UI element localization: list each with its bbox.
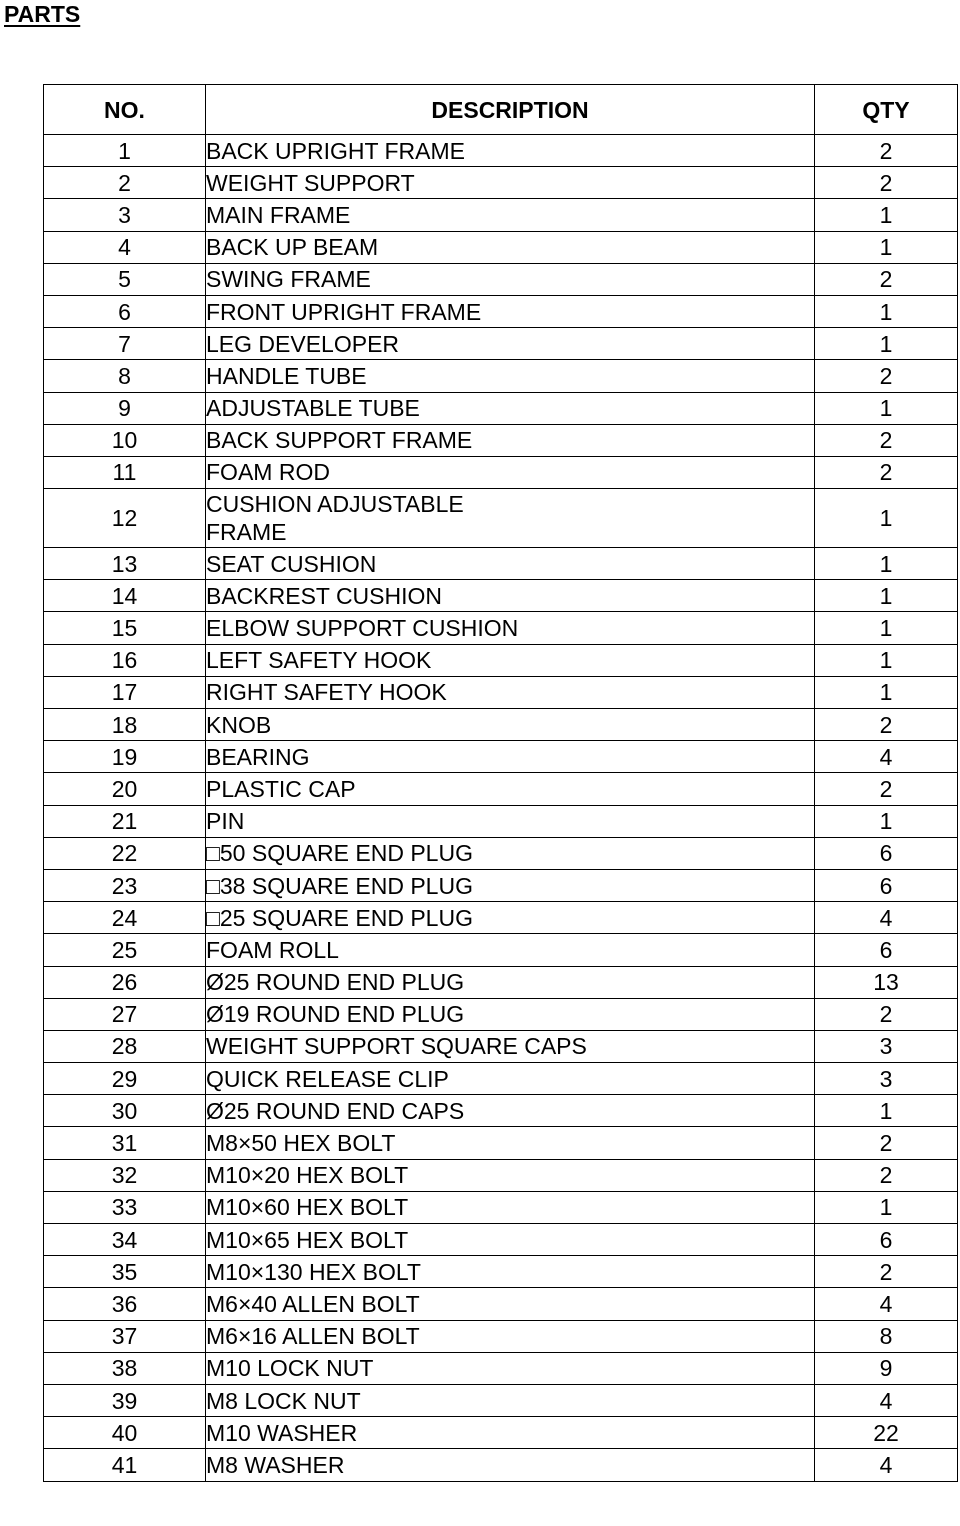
table-row bbox=[44, 360, 958, 392]
part-number: 19 bbox=[44, 741, 206, 773]
part-quantity: 6 bbox=[815, 1224, 958, 1256]
part-number: 21 bbox=[44, 805, 206, 837]
table-row bbox=[44, 644, 958, 676]
part-description: ADJUSTABLE TUBE bbox=[206, 392, 815, 424]
part-description: BACK UP BEAM bbox=[206, 231, 815, 263]
part-number: 23 bbox=[44, 869, 206, 901]
table-row bbox=[44, 676, 958, 708]
table-row bbox=[44, 1063, 958, 1095]
part-description: ELBOW SUPPORT CUSHION bbox=[206, 612, 815, 644]
part-number: 38 bbox=[44, 1352, 206, 1384]
part-number: 16 bbox=[44, 644, 206, 676]
part-quantity: 1 bbox=[815, 295, 958, 327]
part-description: Ø25 ROUND END CAPS bbox=[206, 1095, 815, 1127]
table-row bbox=[44, 1288, 958, 1320]
part-description: M10 WASHER bbox=[206, 1417, 815, 1449]
part-description: M8×50 HEX BOLT bbox=[206, 1127, 815, 1159]
part-quantity: 22 bbox=[815, 1417, 958, 1449]
part-description bbox=[206, 489, 815, 548]
part-description: BACK UPRIGHT FRAME bbox=[206, 135, 815, 167]
part-quantity: 13 bbox=[815, 966, 958, 998]
part-quantity: 6 bbox=[815, 934, 958, 966]
part-quantity: 2 bbox=[815, 1256, 958, 1288]
part-description: QUICK RELEASE CLIP bbox=[206, 1063, 815, 1095]
part-number: 8 bbox=[44, 360, 206, 392]
part-quantity: 2 bbox=[815, 998, 958, 1030]
table-row bbox=[44, 456, 958, 488]
table-row bbox=[44, 489, 958, 548]
part-quantity: 2 bbox=[815, 709, 958, 741]
part-description: PIN bbox=[206, 805, 815, 837]
part-number: 26 bbox=[44, 966, 206, 998]
part-quantity: 4 bbox=[815, 902, 958, 934]
part-description: SWING FRAME bbox=[206, 263, 815, 295]
table-row bbox=[44, 837, 958, 869]
part-number: 5 bbox=[44, 263, 206, 295]
part-number: 6 bbox=[44, 295, 206, 327]
part-number: 36 bbox=[44, 1288, 206, 1320]
part-number: 7 bbox=[44, 328, 206, 360]
part-description: M10×20 HEX BOLT bbox=[206, 1159, 815, 1191]
table-row bbox=[44, 1256, 958, 1288]
table-row bbox=[44, 199, 958, 231]
part-quantity: 1 bbox=[815, 328, 958, 360]
parts-table-header bbox=[44, 85, 958, 135]
part-number: 33 bbox=[44, 1191, 206, 1223]
part-number: 11 bbox=[44, 456, 206, 488]
table-row bbox=[44, 741, 958, 773]
part-number: 29 bbox=[44, 1063, 206, 1095]
part-description: PLASTIC CAP bbox=[206, 773, 815, 805]
table-row bbox=[44, 966, 958, 998]
header-no: NO. bbox=[44, 85, 206, 135]
header-description: DESCRIPTION bbox=[206, 85, 815, 135]
part-quantity: 1 bbox=[815, 548, 958, 580]
part-number: 27 bbox=[44, 998, 206, 1030]
part-quantity: 1 bbox=[815, 805, 958, 837]
part-description: SEAT CUSHION bbox=[206, 548, 815, 580]
table-row bbox=[44, 328, 958, 360]
table-row bbox=[44, 773, 958, 805]
part-description: KNOB bbox=[206, 709, 815, 741]
part-description: M10×65 HEX BOLT bbox=[206, 1224, 815, 1256]
table-row bbox=[44, 709, 958, 741]
part-description: Ø19 ROUND END PLUG bbox=[206, 998, 815, 1030]
part-quantity: 1 bbox=[815, 231, 958, 263]
part-quantity: 2 bbox=[815, 167, 958, 199]
part-quantity: 1 bbox=[815, 676, 958, 708]
part-quantity: 2 bbox=[815, 360, 958, 392]
header-row bbox=[44, 85, 958, 135]
part-number: 17 bbox=[44, 676, 206, 708]
part-description: □50 SQUARE END PLUG bbox=[206, 837, 815, 869]
part-quantity: 1 bbox=[815, 199, 958, 231]
table-row bbox=[44, 548, 958, 580]
part-description: FRONT UPRIGHT FRAME bbox=[206, 295, 815, 327]
part-number: 13 bbox=[44, 548, 206, 580]
part-description: FOAM ROD bbox=[206, 456, 815, 488]
header-qty: QTY bbox=[815, 85, 958, 135]
table-row bbox=[44, 392, 958, 424]
part-number: 41 bbox=[44, 1449, 206, 1481]
part-description: M6×16 ALLEN BOLT bbox=[206, 1320, 815, 1352]
part-description: BEARING bbox=[206, 741, 815, 773]
part-number: 1 bbox=[44, 135, 206, 167]
part-number: 20 bbox=[44, 773, 206, 805]
part-number: 32 bbox=[44, 1159, 206, 1191]
table-row bbox=[44, 1224, 958, 1256]
part-description: BACKREST CUSHION bbox=[206, 580, 815, 612]
part-quantity: 4 bbox=[815, 1384, 958, 1416]
part-quantity: 6 bbox=[815, 869, 958, 901]
part-description: □38 SQUARE END PLUG bbox=[206, 869, 815, 901]
part-quantity: 2 bbox=[815, 1159, 958, 1191]
table-row bbox=[44, 167, 958, 199]
part-quantity: 4 bbox=[815, 1288, 958, 1320]
table-row bbox=[44, 998, 958, 1030]
part-description: WEIGHT SUPPORT bbox=[206, 167, 815, 199]
part-number: 10 bbox=[44, 424, 206, 456]
part-quantity: 2 bbox=[815, 263, 958, 295]
part-description: □25 SQUARE END PLUG bbox=[206, 902, 815, 934]
table-row bbox=[44, 869, 958, 901]
part-quantity: 2 bbox=[815, 424, 958, 456]
table-row bbox=[44, 1417, 958, 1449]
part-number: 28 bbox=[44, 1030, 206, 1062]
part-quantity: 6 bbox=[815, 837, 958, 869]
table-row bbox=[44, 580, 958, 612]
table-row bbox=[44, 295, 958, 327]
table-row bbox=[44, 612, 958, 644]
table-row bbox=[44, 805, 958, 837]
part-number: 30 bbox=[44, 1095, 206, 1127]
part-number: 34 bbox=[44, 1224, 206, 1256]
parts-table bbox=[43, 84, 958, 1482]
table-row bbox=[44, 1352, 958, 1384]
part-number: 9 bbox=[44, 392, 206, 424]
table-row bbox=[44, 902, 958, 934]
part-quantity: 1 bbox=[815, 644, 958, 676]
table-row bbox=[44, 1449, 958, 1481]
part-number: 3 bbox=[44, 199, 206, 231]
part-description: LEG DEVELOPER bbox=[206, 328, 815, 360]
part-description: BACK SUPPORT FRAME bbox=[206, 424, 815, 456]
part-quantity: 1 bbox=[815, 392, 958, 424]
part-number: 25 bbox=[44, 934, 206, 966]
part-description: M10 LOCK NUT bbox=[206, 1352, 815, 1384]
part-number: 14 bbox=[44, 580, 206, 612]
part-description: HANDLE TUBE bbox=[206, 360, 815, 392]
part-quantity: 4 bbox=[815, 741, 958, 773]
part-quantity: 1 bbox=[815, 489, 958, 548]
table-row bbox=[44, 263, 958, 295]
part-quantity: 1 bbox=[815, 580, 958, 612]
part-quantity: 2 bbox=[815, 456, 958, 488]
part-number: 15 bbox=[44, 612, 206, 644]
part-quantity: 3 bbox=[815, 1063, 958, 1095]
table-row bbox=[44, 934, 958, 966]
table-row bbox=[44, 1191, 958, 1223]
part-description: Ø25 ROUND END PLUG bbox=[206, 966, 815, 998]
part-quantity: 2 bbox=[815, 1127, 958, 1159]
part-number: 31 bbox=[44, 1127, 206, 1159]
table-row bbox=[44, 424, 958, 456]
part-quantity: 2 bbox=[815, 773, 958, 805]
part-quantity: 3 bbox=[815, 1030, 958, 1062]
table-row bbox=[44, 1030, 958, 1062]
part-quantity: 1 bbox=[815, 1095, 958, 1127]
table-row bbox=[44, 1159, 958, 1191]
page-title: PARTS bbox=[4, 1, 81, 27]
part-description: M8 WASHER bbox=[206, 1449, 815, 1481]
table-row bbox=[44, 231, 958, 263]
part-description: M10×130 HEX BOLT bbox=[206, 1256, 815, 1288]
part-description: RIGHT SAFETY HOOK bbox=[206, 676, 815, 708]
table-row bbox=[44, 1095, 958, 1127]
table-row bbox=[44, 1320, 958, 1352]
table-row bbox=[44, 1127, 958, 1159]
table-row bbox=[44, 1384, 958, 1416]
part-description: M10×60 HEX BOLT bbox=[206, 1191, 815, 1223]
part-number: 24 bbox=[44, 902, 206, 934]
part-quantity: 8 bbox=[815, 1320, 958, 1352]
part-quantity: 4 bbox=[815, 1449, 958, 1481]
part-number: 22 bbox=[44, 837, 206, 869]
part-number: 4 bbox=[44, 231, 206, 263]
part-quantity: 1 bbox=[815, 612, 958, 644]
part-description: M8 LOCK NUT bbox=[206, 1384, 815, 1416]
part-quantity: 9 bbox=[815, 1352, 958, 1384]
part-description: WEIGHT SUPPORT SQUARE CAPS bbox=[206, 1030, 815, 1062]
part-description-text: CUSHION ADJUSTABLE FRAME bbox=[206, 491, 464, 546]
part-number: 2 bbox=[44, 167, 206, 199]
part-quantity: 1 bbox=[815, 1191, 958, 1223]
part-number: 18 bbox=[44, 709, 206, 741]
part-number: 39 bbox=[44, 1384, 206, 1416]
table-row bbox=[44, 135, 958, 167]
parts-table-body bbox=[44, 135, 958, 1482]
part-number: 12 bbox=[44, 489, 206, 548]
part-number: 40 bbox=[44, 1417, 206, 1449]
part-number: 35 bbox=[44, 1256, 206, 1288]
part-description: M6×40 ALLEN BOLT bbox=[206, 1288, 815, 1320]
part-description: FOAM ROLL bbox=[206, 934, 815, 966]
part-description: MAIN FRAME bbox=[206, 199, 815, 231]
part-description: LEFT SAFETY HOOK bbox=[206, 644, 815, 676]
part-number: 37 bbox=[44, 1320, 206, 1352]
part-quantity: 2 bbox=[815, 135, 958, 167]
